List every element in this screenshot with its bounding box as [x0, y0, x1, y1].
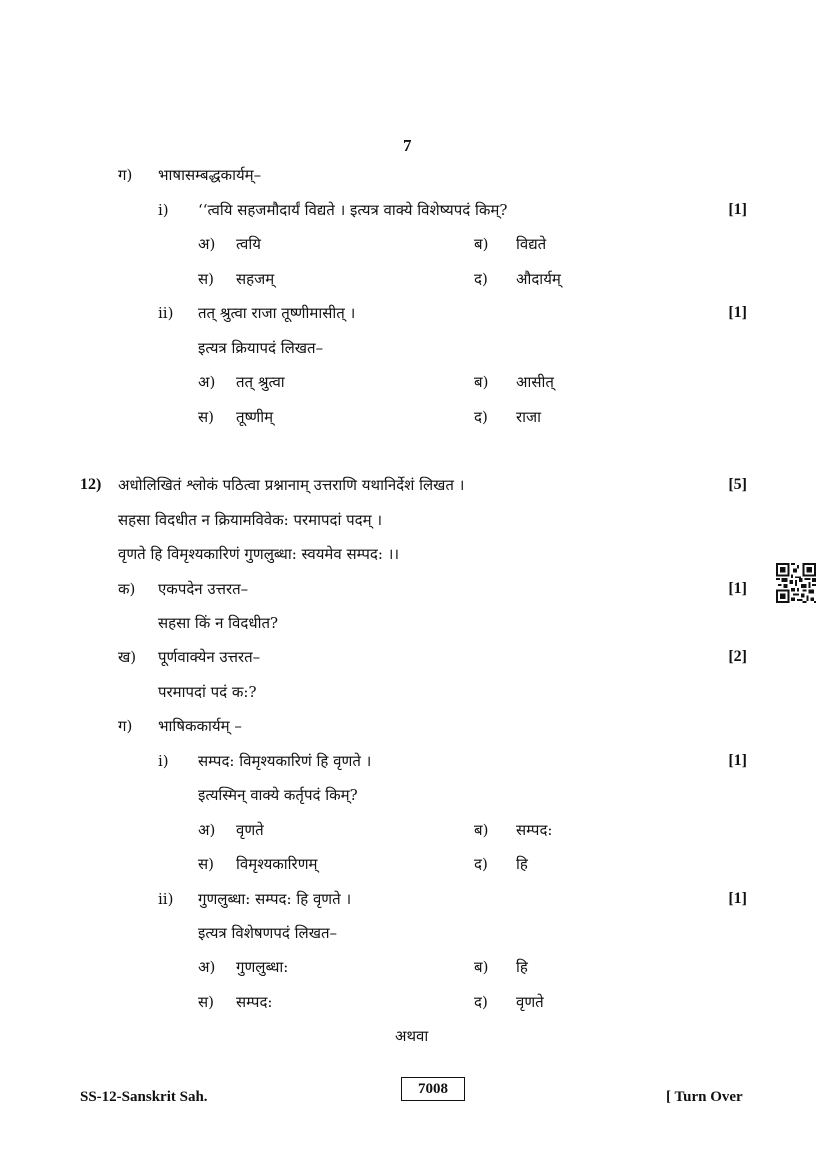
- marks: [2]: [728, 648, 747, 665]
- subquestion-title: पूर्णवाक्येन उत्तरत–: [158, 648, 261, 666]
- option-key: द): [474, 855, 488, 873]
- option-text: गुणलुब्धा:: [236, 958, 289, 976]
- option-text: औदार्यम्: [516, 270, 561, 288]
- question-number: 12): [80, 476, 102, 493]
- question-instruction: इत्यत्र विशेषणपदं लिखत–: [198, 924, 338, 942]
- subquestion-text: परमापदां पदं क:?: [158, 683, 257, 701]
- option-text: विद्यते: [516, 235, 547, 253]
- option-key: ब): [474, 821, 489, 839]
- section-label: ग): [118, 166, 133, 184]
- option-text: राजा: [516, 408, 542, 426]
- qr-code-icon: [776, 563, 816, 603]
- option-key: द): [474, 408, 488, 426]
- option-key: अ): [198, 373, 216, 391]
- marks: [5]: [728, 476, 747, 493]
- option-text: वृणते: [516, 993, 544, 1011]
- subquestion-label: ग): [118, 717, 133, 735]
- option-text: आसीत्: [516, 373, 554, 391]
- option-text: तूष्णीम्: [236, 408, 274, 426]
- marks: [1]: [728, 201, 747, 218]
- marks: [1]: [728, 304, 747, 321]
- option-key: अ): [198, 235, 216, 253]
- subquestion-title: एकपदेन उत्तरत–: [158, 580, 249, 598]
- athava-divider: अथवा: [395, 1027, 429, 1045]
- turn-over-label: [ Turn Over: [666, 1089, 743, 1105]
- shloka-line: सहसा विदधीत न क्रियामविवेक: परमापदां पदम् ।: [118, 511, 383, 529]
- question-number: ii): [158, 304, 174, 322]
- option-key: स): [198, 408, 214, 426]
- option-key: अ): [198, 958, 216, 976]
- option-key: स): [198, 270, 214, 288]
- option-text: तत् श्रुत्वा: [236, 373, 285, 391]
- option-text: सम्पद:: [236, 993, 273, 1011]
- question-number: ii): [158, 890, 174, 908]
- question-text: सम्पद: विमृश्यकारिणं हि वृणते ।: [198, 752, 372, 770]
- option-text: विमृश्यकारिणम्: [236, 855, 318, 873]
- question-text: ‘‘त्वयि सहजमौदार्यं विद्यते । इत्यत्र वाक्ये विशेष्यपदं किम्?: [198, 201, 508, 219]
- subquestion-label: क): [118, 580, 136, 598]
- option-key: द): [474, 270, 488, 288]
- subquestion-label: ख): [118, 648, 137, 666]
- option-key: अ): [198, 821, 216, 839]
- question-text: तत् श्रुत्वा राजा तूष्णीमासीत् ।: [198, 304, 356, 322]
- option-key: ब): [474, 373, 489, 391]
- option-key: स): [198, 855, 214, 873]
- option-text: वृणते: [236, 821, 264, 839]
- option-key: ब): [474, 235, 489, 253]
- question-text: अधोलिखितं श्लोकं पठित्वा प्रश्नानाम् उत्तराणि यथानिर्देशं लिखत ।: [118, 476, 465, 494]
- footer-page-code: 7008: [401, 1077, 465, 1101]
- marks: [1]: [728, 890, 747, 907]
- option-text: सहजम्: [236, 270, 275, 288]
- option-key: स): [198, 993, 214, 1011]
- option-text: सम्पद:: [516, 821, 553, 839]
- section-title: भाषासम्बद्धकार्यम्–: [158, 166, 262, 184]
- subquestion-title: भाषिककार्यम् –: [158, 717, 242, 735]
- marks: [1]: [728, 752, 747, 769]
- question-number: i): [158, 201, 169, 219]
- footer-paper-code: SS-12-Sanskrit Sah.: [80, 1089, 208, 1105]
- option-text: त्वयि: [236, 235, 261, 253]
- question-instruction: इत्यत्र क्रियापदं लिखत–: [198, 339, 324, 357]
- marks: [1]: [728, 580, 747, 597]
- option-key: द): [474, 993, 488, 1011]
- question-number: i): [158, 752, 169, 770]
- question-instruction: इत्यस्मिन् वाक्ये कर्तृपदं किम्?: [198, 786, 358, 804]
- question-text: गुणलुब्धा: सम्पद: हि वृणते ।: [198, 890, 352, 908]
- option-text: हि: [516, 958, 528, 976]
- page-number: 7: [403, 136, 412, 155]
- option-key: ब): [474, 958, 489, 976]
- subquestion-text: सहसा किं न विदधीत?: [158, 614, 279, 632]
- option-text: हि: [516, 855, 528, 873]
- shloka-line: वृणते हि विमृश्यकारिणं गुणलुब्धा: स्वयमेव सम्पद: ।।: [118, 545, 400, 563]
